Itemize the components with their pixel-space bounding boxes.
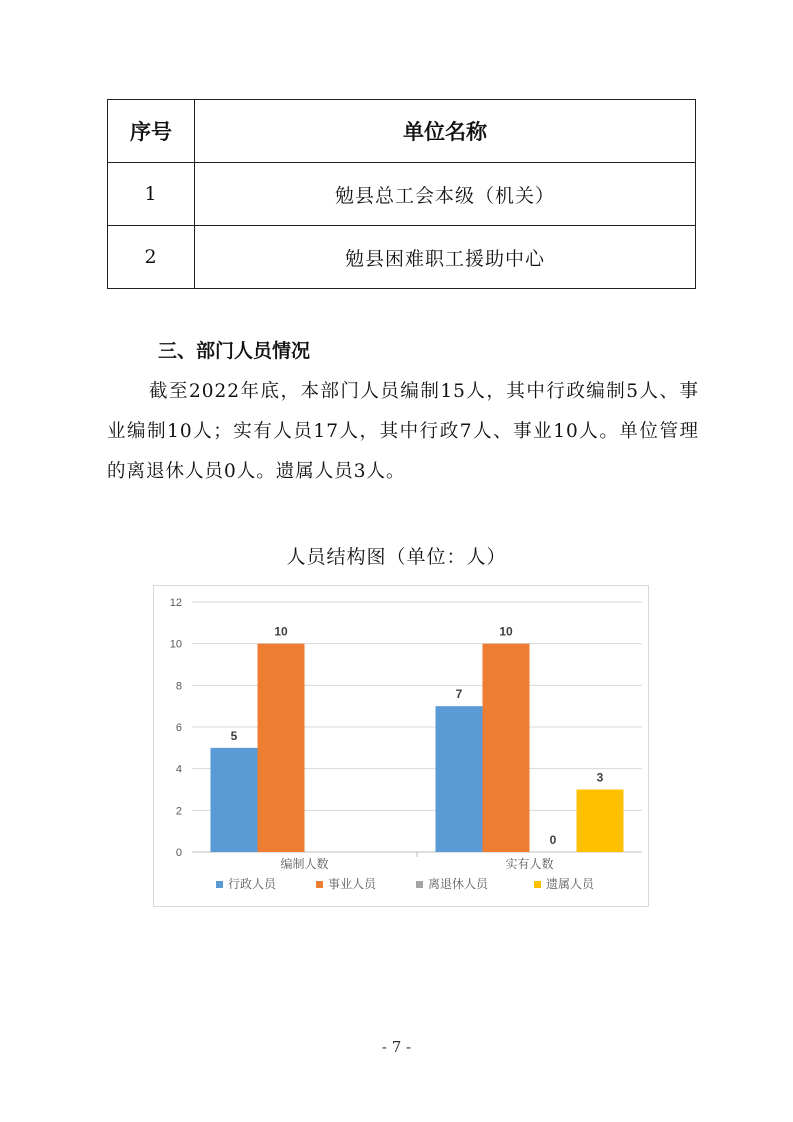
- chart-container: [153, 585, 649, 907]
- chart-title: 人员结构图（单位：人）: [286, 546, 507, 568]
- y-tick-label: 10: [169, 638, 182, 651]
- x-tick-label: 编制人数: [280, 857, 329, 871]
- header-serial: 序号: [108, 100, 195, 163]
- y-tick-label: 0: [175, 847, 182, 859]
- legend-swatch: [534, 881, 541, 888]
- legend-label: 离退休人员: [428, 877, 489, 891]
- bar-chart: [154, 586, 648, 906]
- bar: [436, 706, 483, 852]
- header-unit-name: 单位名称: [195, 100, 696, 163]
- bar: [211, 748, 258, 852]
- data-label: 10: [274, 624, 288, 639]
- unit-table: [107, 99, 696, 289]
- page-number: - 7 -: [381, 1038, 412, 1056]
- bar: [483, 644, 530, 852]
- y-tick-label: 4: [175, 763, 182, 776]
- data-label: 10: [499, 624, 513, 639]
- table-row: [108, 226, 696, 289]
- data-label: 5: [230, 728, 238, 743]
- section-paragraph: 截至2022年底，本部门人员编制15人，其中行政编制5人、事业编制10人；实有人员17人，其中行政7人、事业10人。单位管理的离退休人员0人。遗属人员3人。: [107, 381, 699, 482]
- section-heading: 三、部门人员情况: [158, 340, 311, 362]
- table-row: [108, 163, 696, 226]
- row-unit-name: 勉县总工会本级（机关）: [195, 163, 696, 226]
- legend-label: 遗属人员: [546, 877, 595, 891]
- data-label: 7: [455, 687, 463, 702]
- row-serial: 2: [108, 226, 195, 289]
- y-tick-label: 2: [175, 805, 182, 818]
- legend-swatch: [416, 881, 423, 888]
- legend-label: 行政人员: [228, 877, 277, 891]
- x-tick-label: 实有人数: [505, 857, 554, 871]
- row-serial: 1: [108, 163, 195, 226]
- y-tick-label: 12: [169, 597, 182, 609]
- row-unit-name: 勉县困难职工援助中心: [195, 226, 696, 289]
- table-header-row: [108, 100, 696, 163]
- legend-swatch: [316, 881, 323, 888]
- bar: [258, 644, 305, 852]
- legend-swatch: [216, 881, 223, 888]
- y-tick-label: 6: [175, 722, 182, 734]
- y-tick-label: 8: [175, 680, 182, 693]
- data-label: 3: [596, 770, 604, 785]
- data-label: 0: [549, 833, 557, 847]
- legend-label: 事业人员: [328, 877, 377, 891]
- bar: [577, 790, 624, 853]
